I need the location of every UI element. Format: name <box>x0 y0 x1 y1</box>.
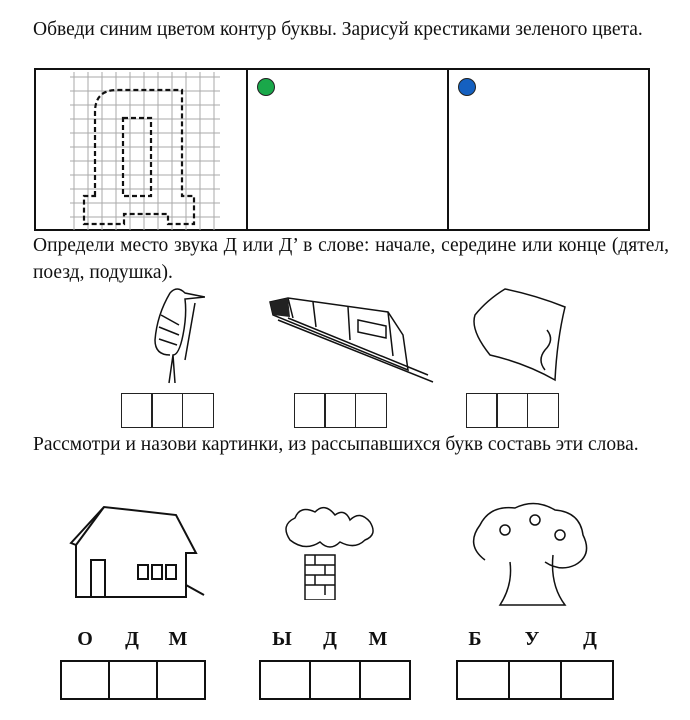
word-boxes-oak[interactable] <box>458 660 614 700</box>
train-icon <box>268 290 438 385</box>
scrambled-letter: Д <box>583 628 597 650</box>
task3-instruction: Рассмотри и назови картинки, из рассыпавшихся букв составь эти слова. <box>33 434 639 455</box>
sound-position-boxes-train[interactable] <box>295 393 387 428</box>
scrambled-letter: М <box>368 628 388 650</box>
letter-outline-cell <box>34 68 248 231</box>
scrambled-letter: Б <box>468 628 482 650</box>
chimney-smoke-icon <box>280 500 380 600</box>
house-icon <box>66 505 206 605</box>
blue-dot-icon <box>458 78 476 96</box>
sound-position-boxes-woodpecker[interactable] <box>122 393 214 428</box>
pillow-icon <box>465 285 575 385</box>
word-boxes-house[interactable] <box>62 660 206 700</box>
scrambled-letter: Д <box>125 628 139 650</box>
woodpecker-icon <box>145 285 205 385</box>
green-cross-cell[interactable] <box>246 68 449 231</box>
blue-outline-cell[interactable] <box>447 68 650 231</box>
scrambled-letter: У <box>524 628 540 650</box>
task2-instruction: Определи место звука Д или Д’ в слове: начале, середине или конце (дятел, поезд, подушка). <box>33 235 669 283</box>
letter-d-grid-icon <box>70 72 220 230</box>
sound-position-boxes-pillow[interactable] <box>467 393 559 428</box>
word-boxes-smoke[interactable] <box>261 660 411 700</box>
green-dot-icon <box>257 78 275 96</box>
scrambled-letter: О <box>77 628 93 650</box>
task1-instruction: Обведи синим цветом контур буквы. Зарисуй крестиками зеленого цвета. <box>33 19 643 40</box>
scrambled-letter: Ы <box>272 628 292 650</box>
scrambled-letter: Д <box>323 628 337 650</box>
oak-tree-icon <box>465 500 595 610</box>
scrambled-letter: М <box>168 628 188 650</box>
